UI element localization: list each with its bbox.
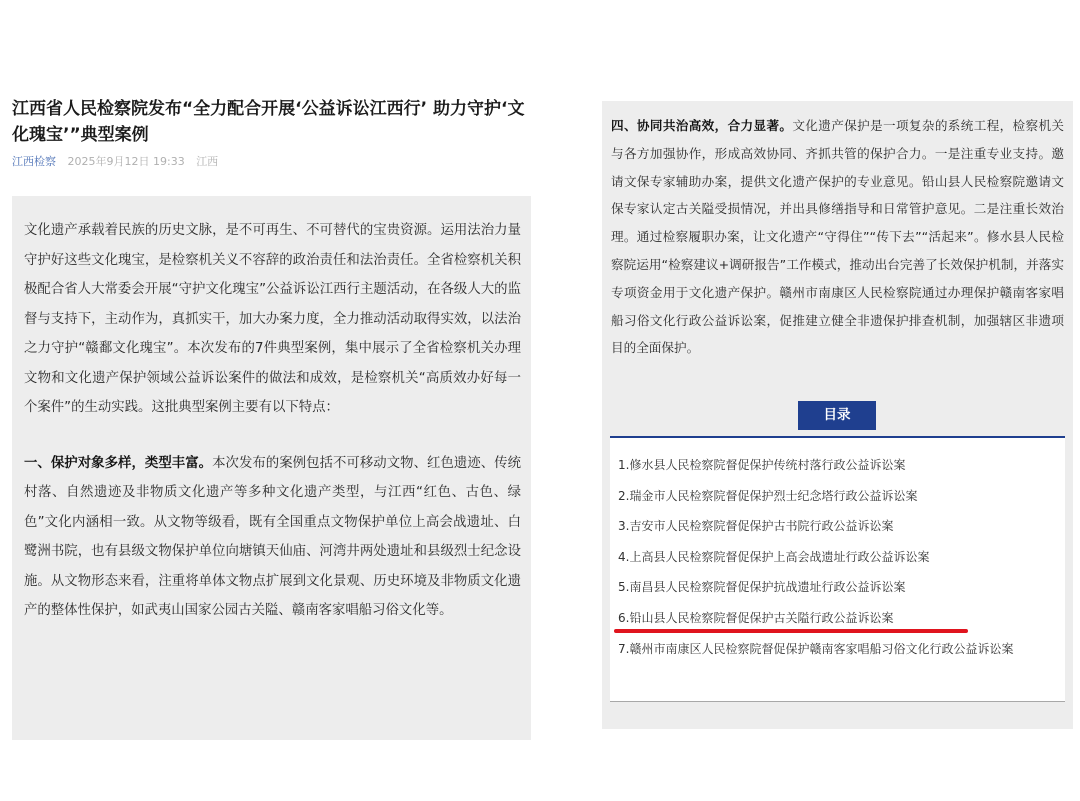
article-body-left: [12, 196, 531, 740]
article-datetime: 2025年9月12日 19:33: [67, 155, 185, 168]
article-meta: [12, 154, 532, 170]
toc-list: [610, 436, 1065, 702]
toc-item-5[interactable]: 5.南昌县人民检察院督促保护抗战遗址行政公益诉讼案: [618, 580, 906, 595]
section-1-paragraph: [24, 449, 521, 626]
toc-title: 目录: [798, 401, 876, 430]
toc-item-6[interactable]: 6.铅山县人民检察院督促保护古关隘行政公益诉讼案: [618, 610, 894, 625]
article-header: [12, 96, 532, 170]
red-highlight-underline: [614, 629, 968, 633]
toc-item-4[interactable]: 4.上高县人民检察院督促保护上高会战遗址行政公益诉讼案: [618, 549, 930, 564]
toc-item-7[interactable]: 7.赣州市南康区人民检察院督促保护赣南客家唱船习俗文化行政公益诉讼案: [618, 641, 1014, 656]
section-4-body: 文化遗产保护是一项复杂的系统工程，检察机关与各方加强协作，形成高效协同、齐抓共管的保护合力。一是注重专业支持。邀请文保专家辅助办案，提供文化遗产保护的专业意见。铅山县人民检察院邀请文保专家认定古关隘受损情况，并出具修缮指导和日常管护意见。二是注重长效治理。通过检察履职办案，让文化遗产“守得住”“传下去”“活起来”。修水县人民检察院运用“检察建议+调研报告”工作模式，推动出台完善了长效保护机制，并落实专项资金用于文化遗产保护。赣州市南康区人民检察院通过办理保护赣南客家唱船习俗文化行政公益诉讼案，促推建立健全非遗保护排查机制，加强辖区非遗项目的全面保护。: [611, 118, 1064, 356]
toc-item-3[interactable]: 3.吉安市人民检察院督促保护古书院行政公益诉讼案: [618, 519, 894, 534]
section-4-heading: 四、协同共治高效，合力显著。: [611, 118, 793, 133]
article-title: 江西省人民检察院发布“全力配合开展‘公益诉讼江西行’ 助力守护‘文化瑰宝’”典型案例: [12, 99, 525, 145]
toc-item-1[interactable]: 1.修水县人民检察院督促保护传统村落行政公益诉讼案: [618, 458, 906, 472]
article-body-right: [602, 101, 1073, 729]
section-1-heading: 一、保护对象多样，类型丰富。: [24, 455, 213, 471]
toc-item-2[interactable]: 2.瑞金市人民检察院督促保护烈士纪念塔行政公益诉讼案: [618, 488, 918, 503]
intro-paragraph: 文化遗产承载着民族的历史文脉，是不可再生、不可替代的宝贵资源。运用法治力量守护好这些文化瑰宝，是检察机关义不容辞的政治责任和法治责任。全省检察机关积极配合省人大常委会开展“守护文化瑰宝”公益诉讼江西行主题活动，在各级人大的监督与支持下，主动作为，真抓实干，加大办案力度，全力推动活动取得实效，以法治之力守护“赣鄱文化瑰宝”。本次发布的7件典型案例，集中展示了全省检察机关办理文物和文化遗产保护领域公益诉讼案件的做法和成效，是检察机关“高质效办好每一个案件”的生动实践。这批典型案例主要有以下特点：: [24, 223, 521, 415]
article-region: 江西: [196, 155, 219, 168]
section-4-paragraph: [611, 112, 1064, 362]
section-1-body: 本次发布的案例包括不可移动文物、红色遗迹、传统村落、自然遗迹及非物质文化遗产等多种文化遗产类型，与江西“红色、古色、绿色”文化内涵相一致。从文物等级看，既有全国重点文物保护单位上高会战遗址、白鹭洲书院，也有县级文物保护单位向塘镇天仙庙、河湾井两处遗址和县级烈士纪念设施。从文物形态来看，注重将单体文物点扩展到文化景观、历史环境及非物质文化遗产的整体性保护，如武夷山国家公园古关隘、赣南客家唱船习俗文化等。: [24, 455, 522, 618]
article-source-link[interactable]: 江西检察: [12, 155, 56, 168]
